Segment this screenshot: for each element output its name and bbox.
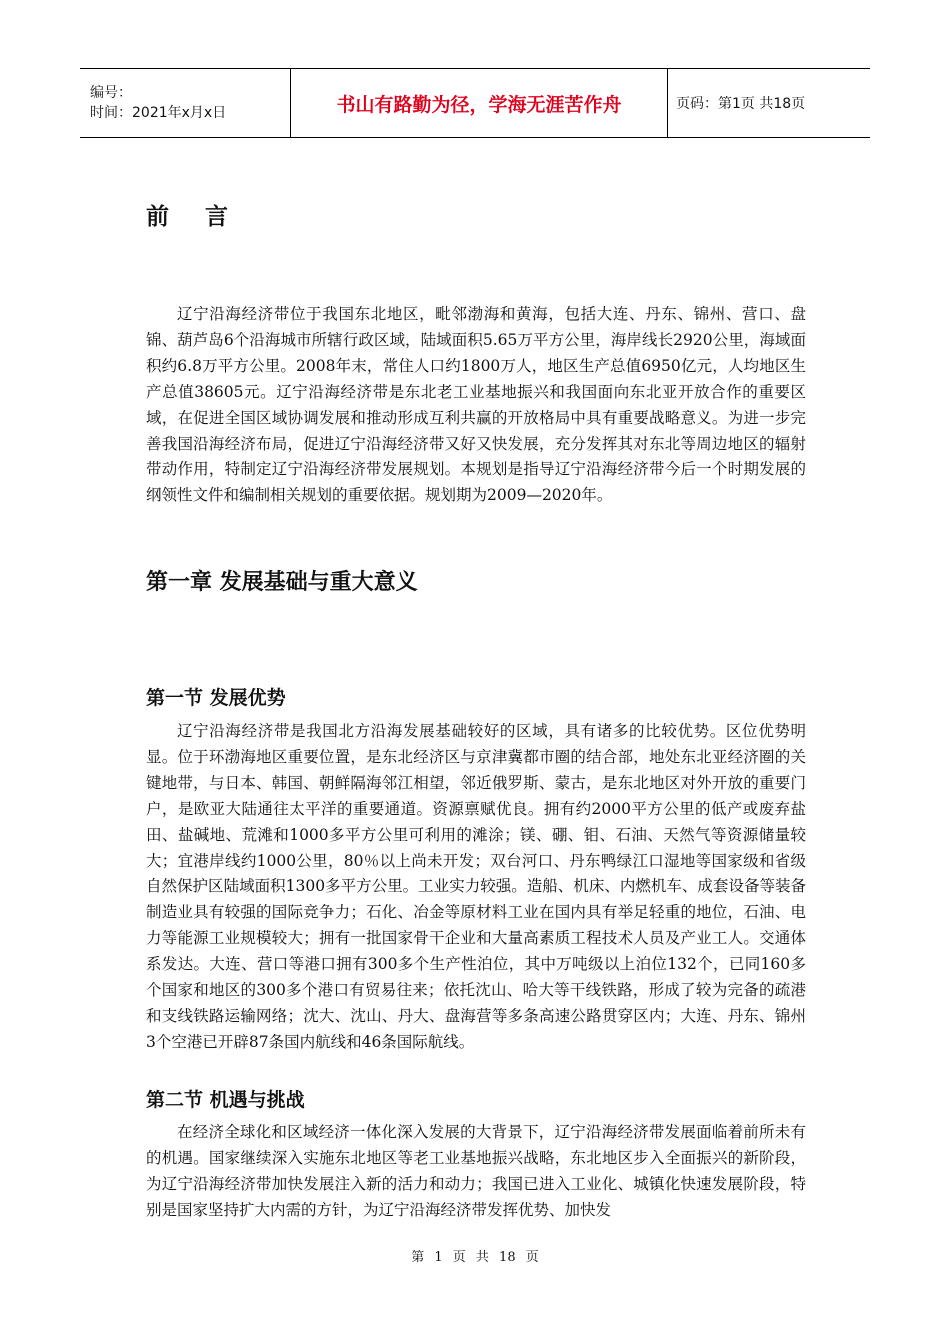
- header-meta: [80, 69, 290, 137]
- document-number-label: 编号：: [90, 85, 132, 101]
- section-paragraph-opportunities: 在经济全球化和区域经济一体化深入发展的大背景下，辽宁沿海经济带发展面临着前所未有的机遇。国家继续深入实施东北地区等老工业基地振兴战略，东北地区步入全面振兴的新阶段，为辽宁沿海经济带加快发展注入新的活力和动力；我国已进入工业化、城镇化快速发展阶段，特别是国家坚持扩大内需的方针，为辽宁沿海经济带发挥优势、加快发: [146, 1123, 806, 1219]
- header-motto: [290, 69, 668, 137]
- header-page-info: [668, 69, 870, 137]
- document-time-label: 时间：2021年x月x日: [90, 105, 227, 121]
- chapter-title: 第一章 发展基础与重大意义: [146, 570, 418, 595]
- section-title-advantages: 第一节 发展优势: [146, 687, 286, 709]
- section-paragraph-advantages: 辽宁沿海经济带是我国北方沿海发展基础较好的区域，具有诸多的比较优势。区位优势明显。位于环渤海地区重要位置，是东北经济区与京津冀都市圈的结合部，地处东北亚经济圈的关键地带，与日本、韩国、朝鲜隔海邻江相望，邻近俄罗斯、蒙古，是东北地区对外开放的重要门户，是欧亚大陆通往太平洋的重要通道。资源禀赋优良。拥有约2000平方公里的低产或废弃盐田、盐碱地、荒滩和1000多平方公里可利用的滩涂；镁、硼、钼、石油、天然气等资源储量较大；宜港岸线约1000公里，80％以上尚未开发；双台河口、丹东鸭绿江口湿地等国家级和省级自然保护区陆域面积1300多平方公里。工业实力较强。造船、机床、内燃机车、成套设备等装备制造业具有较强的国际竞争力；石化、冶金等原材料工业在国内具有举足轻重的地位，石油、电力等能源工业规模较大；拥有一批国家骨干企业和大量高素质工程技术人员及产业工人。交通体系发达。大连、营口等港口拥有300多个生产性泊位，其中万吨级以上泊位132个，已同160多个国家和地区的300多个港口有贸易往来；依托沈山、哈大等干线铁路，形成了较为完备的疏港和支线铁路运输网络；沈大、沈山、丹大、盘海营等多条高速公路贯穿区内；大连、丹东、锦州3个空港已开辟87条国内航线和46条国际航线。: [146, 722, 806, 1051]
- motto-text: 书山有路勤为径，学海无涯苦作舟: [336, 93, 622, 116]
- page-header: [80, 68, 870, 138]
- page-footer: 第 1 页 共 18 页: [411, 1250, 539, 1265]
- preface-title: 前 言: [146, 204, 243, 230]
- preface-paragraph: 辽宁沿海经济带位于我国东北地区，毗邻渤海和黄海，包括大连、丹东、锦州、营口、盘锦、葫芦岛6个沿海城市所辖行政区域，陆域面积5.65万平方公里，海岸线长2920公里，海域面积约6.8万平方公里。2008年末，常住人口约1800万人，地区生产总值6950亿元，人均地区生产总值38605元。辽宁沿海经济带是东北老工业基地振兴和我国面向东北亚开放合作的重要区域，在促进全国区域协调发展和推动形成互利共赢的开放格局中具有重要战略意义。为进一步完善我国沿海经济布局，促进辽宁沿海经济带又好又快发展，充分发挥其对东北等周边地区的辐射带动作用，特制定辽宁沿海经济带发展规划。本规划是指导辽宁沿海经济带今后一个时期发展的纲领性文件和编制相关规划的重要依据。规划期为2009—2020年。: [146, 305, 806, 505]
- page-info-text: 页码：第1页 共18页: [676, 96, 806, 112]
- section-title-opportunities: 第二节 机遇与挑战: [146, 1089, 305, 1111]
